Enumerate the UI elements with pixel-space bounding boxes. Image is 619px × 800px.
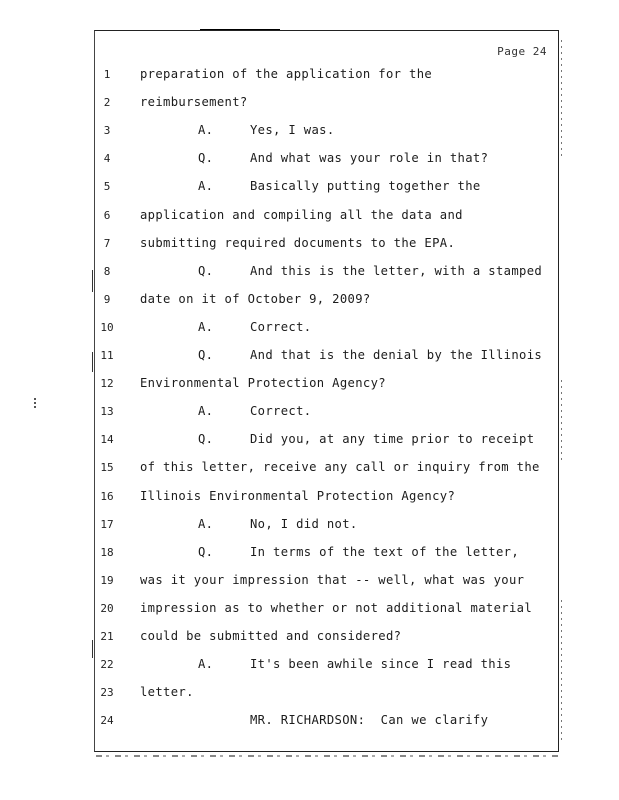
- line-text: Yes, I was.: [250, 123, 335, 138]
- line-text: impression as to whether or not additional material: [140, 600, 533, 615]
- line-text: And what was your role in that?: [250, 151, 489, 166]
- line-number: 2: [103, 96, 111, 110]
- line-text: was it your impression that -- well, what was your: [140, 572, 525, 587]
- line-text: It's been awhile since I read this: [250, 657, 512, 672]
- line-text: Illinois Environmental Protection Agency?: [140, 488, 456, 503]
- line-text: Correct.: [250, 319, 312, 334]
- transcript-line: [198, 348, 542, 362]
- bottom-scan-noise: [96, 755, 558, 757]
- transcript-line: [140, 67, 432, 81]
- transcript-line: [140, 489, 455, 503]
- line-number: 1: [103, 68, 111, 81]
- line-text: preparation of the application for the: [140, 67, 433, 81]
- transcript-page-frame: [94, 30, 559, 752]
- transcript-line: [250, 713, 488, 727]
- transcript-line: [140, 376, 386, 390]
- line-number: 22: [100, 658, 114, 672]
- line-number: 3: [103, 124, 111, 138]
- line-number: 8: [103, 264, 111, 278]
- line-number: 14: [100, 433, 114, 447]
- line-text: No, I did not.: [250, 516, 358, 531]
- speaker-label: Q.: [198, 348, 214, 362]
- transcript-line: [140, 601, 532, 615]
- line-text: application and compiling all the data and: [140, 207, 463, 222]
- speaker-label: Q.: [198, 263, 214, 278]
- right-scan-noise: [561, 380, 562, 460]
- speaker-label: A.: [198, 516, 214, 531]
- speaker-label: A.: [198, 319, 214, 334]
- line-number: 17: [100, 517, 114, 531]
- line-text: MR. RICHARDSON: Can we clarify: [250, 713, 489, 728]
- transcript-line: [198, 179, 481, 193]
- line-text: Correct.: [250, 404, 312, 419]
- line-number: 10: [100, 320, 114, 334]
- transcript-line: [198, 264, 542, 278]
- line-text: letter.: [140, 685, 194, 700]
- transcript-line: [140, 460, 540, 474]
- page-number: Page 24: [497, 45, 547, 58]
- transcript-line: [140, 629, 401, 643]
- line-number: 15: [100, 461, 114, 475]
- line-number: 7: [103, 236, 111, 250]
- right-scan-noise: [561, 40, 562, 160]
- transcript-line: [198, 517, 358, 531]
- line-number: 12: [100, 377, 114, 391]
- margin-scan-mark: [34, 398, 36, 410]
- transcript-line: [140, 95, 248, 109]
- line-text: Did you, at any time prior to receipt: [250, 432, 535, 447]
- right-scan-noise: [561, 600, 562, 740]
- line-number: 23: [100, 686, 114, 700]
- line-text: And this is the letter, with a stamped: [250, 263, 543, 278]
- line-number: 20: [100, 601, 114, 615]
- line-text: could be submitted and considered?: [140, 629, 402, 643]
- line-number: 19: [100, 573, 114, 587]
- speaker-label: A.: [198, 123, 214, 138]
- line-number: 4: [103, 152, 111, 166]
- line-number: 6: [103, 208, 111, 222]
- speaker-label: A.: [198, 179, 214, 194]
- speaker-label: Q.: [198, 151, 214, 166]
- left-margin-tick: [92, 270, 93, 292]
- line-text: reimbursement?: [140, 95, 248, 110]
- line-text: And that is the denial by the Illinois: [250, 348, 543, 362]
- transcript-line: [198, 320, 312, 334]
- speaker-label: Q.: [198, 432, 214, 447]
- line-text: In terms of the text of the letter,: [250, 544, 520, 559]
- line-number: 5: [103, 180, 111, 194]
- transcript-line: [140, 685, 194, 699]
- transcript-line: [198, 151, 488, 165]
- line-number: 21: [100, 630, 114, 643]
- speaker-label: Q.: [198, 544, 214, 559]
- transcript-line: [198, 123, 335, 137]
- line-text: Basically putting together the: [250, 179, 481, 194]
- left-margin-tick: [92, 352, 93, 372]
- speaker-label: A.: [198, 404, 214, 419]
- left-margin-tick: [92, 640, 93, 658]
- transcript-line: [198, 432, 534, 446]
- transcript-line: [140, 573, 524, 587]
- transcript-line: [140, 236, 455, 250]
- line-text: submitting required documents to the EPA.: [140, 235, 456, 250]
- line-number: 13: [100, 405, 114, 419]
- line-text: date on it of October 9, 2009?: [140, 291, 371, 306]
- line-number: 18: [100, 545, 114, 559]
- transcript-line: [198, 657, 511, 671]
- line-text: of this letter, receive any call or inquiry from the: [140, 460, 540, 475]
- speaker-label: A.: [198, 657, 214, 672]
- transcript-line: [140, 292, 371, 306]
- line-number: 9: [103, 292, 111, 306]
- transcript-line: [140, 208, 463, 222]
- line-number: 24: [100, 714, 114, 728]
- transcript-line: [198, 545, 519, 559]
- line-number: 11: [100, 349, 114, 362]
- line-text: Environmental Protection Agency?: [140, 376, 386, 391]
- transcript-line: [198, 404, 312, 418]
- line-number: 16: [100, 489, 114, 503]
